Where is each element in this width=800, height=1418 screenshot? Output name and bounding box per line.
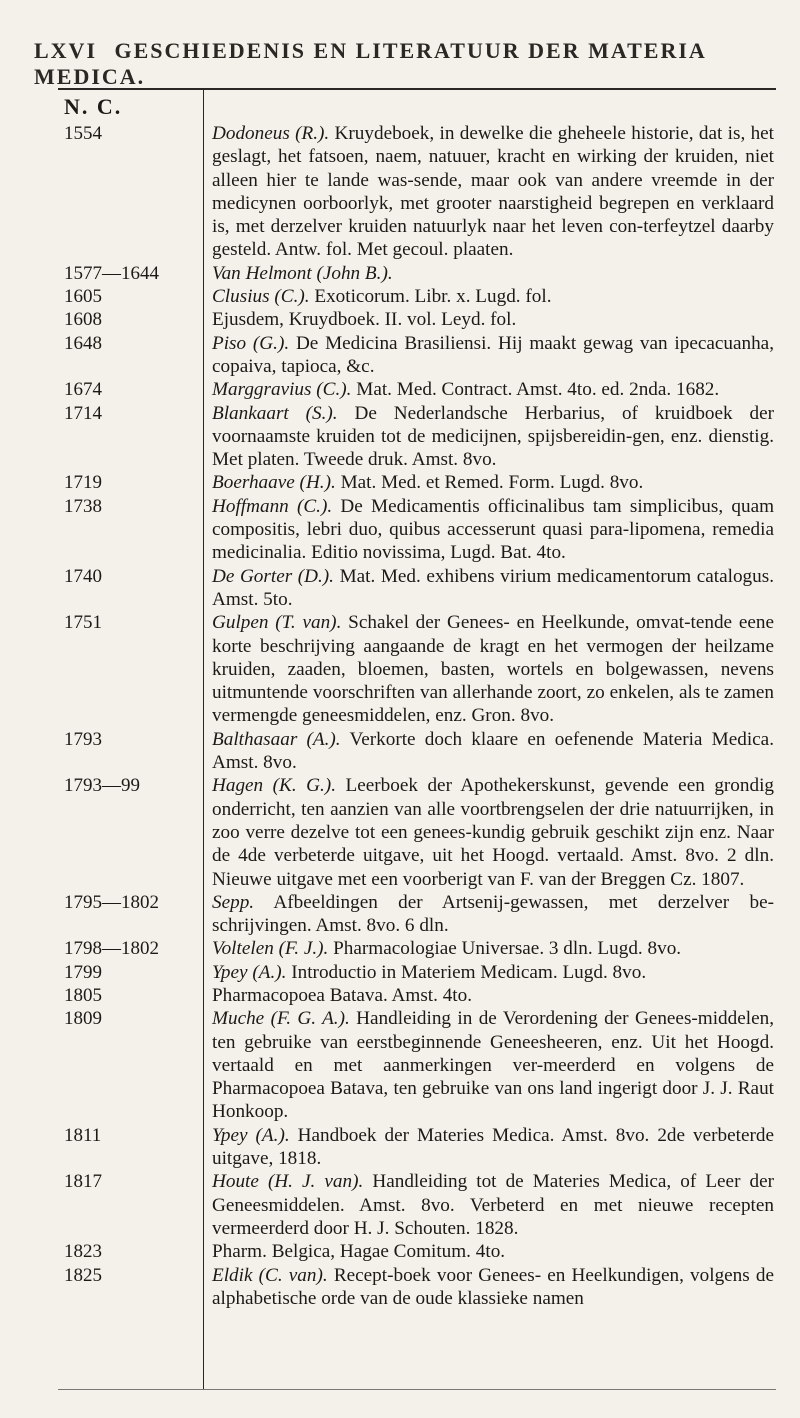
entry-description: Mat. Med. et Remed. Form. Lugd. 8vo. <box>340 472 644 494</box>
entry-text <box>212 308 774 331</box>
entry-description: Pharm. Belgica, Hagae Comitum. 4to. <box>212 1241 506 1263</box>
entry-year: 1554 <box>64 123 102 144</box>
entry-text <box>212 122 774 262</box>
entry-description: De Nederlandsche Herbarius, of kruidboek der voornaamste kruiden tot de medicijnen, spijsbereidin-gen, enz. dienstig. Met platen. Tweede druk. Amst. 8vo. <box>212 402 774 471</box>
running-title: GESCHIEDENIS EN LITERATUUR DER MATERIA MEDICA. <box>34 38 706 89</box>
entry-author: Voltelen (F. J.). <box>212 938 329 960</box>
table-row <box>58 1240 776 1263</box>
entry-author: Hoffmann (C.). <box>212 495 333 517</box>
entry-year: 1798—1802 <box>64 938 159 960</box>
entry-description: Mat. Med. exhibens virium medicamentorum catalogus. Amst. 5to. <box>212 565 774 610</box>
entry-description: Pharmacologiae Universae. 3 dln. Lugd. 8vo. <box>333 938 682 960</box>
entry-description: Recept-boek voor Genees- en Heelkundigen, volgens de alphabetische orde van de oude klassieke namen <box>212 1264 774 1309</box>
entry-author: De Gorter (D.). <box>212 565 334 587</box>
entry-description: Pharmacopoea Batava. Amst. 4to. <box>212 984 473 1006</box>
entry-text <box>212 774 774 890</box>
table-row <box>58 891 776 938</box>
entry-text <box>212 1124 774 1171</box>
entry-author: Dodoneus (R.). <box>212 123 330 144</box>
table-row <box>58 961 776 984</box>
entry-year: 1825 <box>64 1264 102 1286</box>
entry-author: Marggravius (C.). <box>212 379 352 401</box>
entry-description: Mat. Med. Contract. Amst. 4to. ed. 2nda. 1682. <box>356 379 720 401</box>
entry-year: 1751 <box>64 612 102 634</box>
table-row <box>58 1007 776 1123</box>
entry-text <box>212 728 774 775</box>
entry-year: 1799 <box>64 961 102 983</box>
entry-year: 1809 <box>64 1008 102 1030</box>
entry-author: Piso (G.). <box>212 332 290 354</box>
entry-author: Eldik (C. van). <box>212 1264 328 1286</box>
table-row <box>58 774 776 890</box>
entry-author: Ypey (A.). <box>212 961 287 983</box>
bibliography-table <box>58 88 776 1390</box>
entry-year: 1714 <box>64 402 102 424</box>
table-row <box>58 378 776 401</box>
entry-text <box>212 378 774 401</box>
entry-text <box>212 984 774 1007</box>
entry-text <box>212 1264 774 1311</box>
table-row <box>58 495 776 565</box>
entry-text <box>212 495 774 565</box>
entry-year: 1811 <box>64 1124 102 1146</box>
table-row <box>58 308 776 331</box>
entry-year: 1608 <box>64 309 102 331</box>
entry-description: Schakel der Genees- en Heelkunde, omvat-tende eene korte beschrijving aangaande de kragt en het vermogen der heilzame kruiden, zaaden, bloemen, basten, wortels en bolgewassen, nevens uitmuntende voorschriften van allerhande zoort, zo enkelen, als te zamen vermengde geneesmiddelen, enz. Gron. 8vo. <box>212 612 774 727</box>
entry-list <box>58 122 776 1310</box>
entry-description: Kruydeboek, in dewelke die gheheele historie, dat is, het geslagt, het fatsoen, naem, natuuer, kracht en wirking der kruiden, niet alleen hier te lande was-sende, maar ook van andere vreemde in der medicynen oorboorlyk, met grooter naarstigheid begrepen en verklaard is, met derzelver kruiden natuurlyk naar het leven con-terfeytzel daarby gesteld. Antw. fol. Met gecoul. plaaten. <box>212 123 775 261</box>
table-row <box>58 285 776 308</box>
entry-text <box>212 961 774 984</box>
table-row <box>58 1124 776 1171</box>
entry-year: 1719 <box>64 472 102 494</box>
entry-year: 1648 <box>64 332 102 354</box>
entry-author: Ypey (A.). <box>212 1124 290 1146</box>
page-number: LXVI <box>34 38 98 63</box>
entry-text <box>212 1007 774 1123</box>
entry-author: Van Helmont (John B.). <box>212 262 393 284</box>
entry-year: 1577—1644 <box>64 262 159 284</box>
table-row <box>58 565 776 612</box>
entry-year: 1740 <box>64 565 102 587</box>
entry-year: 1605 <box>64 286 102 308</box>
table-row <box>58 471 776 494</box>
entry-text <box>212 611 774 727</box>
running-head <box>34 38 800 90</box>
entry-author: Balthasaar (A.). <box>212 728 341 750</box>
entry-description: Exoticorum. Libr. x. Lugd. fol. <box>314 286 552 308</box>
entry-description: Handleiding tot de Materies Medica, of Leer der Geneesmiddelen. Amst. 8vo. Verbeterd en met nieuwe recepten vermeerderd door H. J. Schouten. 1828. <box>212 1171 775 1239</box>
entry-year: 1793—99 <box>64 775 140 797</box>
table-row <box>58 262 776 285</box>
entry-text <box>212 565 774 612</box>
entry-text <box>212 937 774 960</box>
entry-description: De Medicina Brasiliensi. Hij maakt gewag van ipecacuanha, copaiva, tapioca, &c. <box>212 332 774 377</box>
entry-author: Gulpen (T. van). <box>212 612 342 634</box>
entry-year: 1738 <box>64 495 102 517</box>
table-row <box>58 122 776 262</box>
entry-author: Hagen (K. G.). <box>212 775 336 797</box>
entry-author: Boerhaave (H.). <box>212 472 336 494</box>
entry-text <box>212 471 774 494</box>
entry-year: 1823 <box>64 1241 102 1263</box>
entry-text <box>212 285 774 308</box>
entry-year: 1817 <box>64 1171 102 1193</box>
entry-author: Clusius (C.). <box>212 286 310 308</box>
entry-description: Ejusdem, Kruydboek. II. vol. Leyd. fol. <box>212 309 517 331</box>
entry-description: Leerboek der Apothekerskunst, gevende een grondig onderricht, ten aanzien van alle voortbrengselen der drie natuurrijken, in zoo verre dezelve tot een genees-kundig gebruik geschikt zijn enz. Naar de 4de verbeterde uitgave, uit het Hoogd. vertaald. Amst. 8vo. 2 dln. Nieuwe uitgave met een voorberigt van F. van der Breggen Cz. 1807. <box>212 775 775 890</box>
entry-author: Sepp. <box>212 891 255 913</box>
table-row <box>58 611 776 727</box>
entry-description: Handboek der Materies Medica. Amst. 8vo. 2de verbeterde uitgave, 1818. <box>212 1124 775 1170</box>
entry-year: 1793 <box>64 728 102 750</box>
entry-year: 1674 <box>64 379 102 401</box>
entry-text <box>212 402 774 472</box>
entry-text <box>212 1170 774 1240</box>
entry-description: Afbeeldingen der Artsenij-gewassen, met derzelver be-schrijvingen. Amst. 8vo. 6 dln. <box>212 891 774 937</box>
entry-text <box>212 262 774 285</box>
entry-year: 1805 <box>64 984 102 1006</box>
table-row <box>58 332 776 379</box>
table-row <box>58 1170 776 1240</box>
entry-text <box>212 891 774 938</box>
table-row <box>58 937 776 960</box>
entry-author: Muche (F. G. A.). <box>212 1008 350 1030</box>
entry-description: De Medicamentis officinalibus tam simplicibus, quam compositis, lebri duo, quibus accesserunt quasi para-lipomena, remedia medicinalia. Editio novissima, Lugd. Bat. 4to. <box>212 495 775 564</box>
entry-text <box>212 332 774 379</box>
entry-year: 1795—1802 <box>64 891 159 913</box>
table-row <box>58 402 776 472</box>
entry-description: Handleiding in de Verordening der Genees-middelen, ten gebruike van eerstbeginnende Geneesheeren, enz. Uit het Hoogd. vertaald en met aanmerkingen ver-meerderd en volgens de Pharmacopoea Batava, ten gebruike van ons land ingerigt door J. J. Raut Honkoop. <box>212 1008 774 1123</box>
entry-author: Houte (H. J. van). <box>212 1171 364 1193</box>
entry-text <box>212 1240 774 1263</box>
table-row <box>58 1264 776 1311</box>
table-row <box>58 984 776 1007</box>
entry-author: Blankaart (S.). <box>212 402 338 424</box>
entry-description: Verkorte doch klaare en oefenende Materia Medica. Amst. 8vo. <box>212 728 774 774</box>
entry-description: Introductio in Materiem Medicam. Lugd. 8vo. <box>291 961 647 983</box>
column-header-year: N. C. <box>64 94 123 119</box>
table-row <box>58 728 776 775</box>
